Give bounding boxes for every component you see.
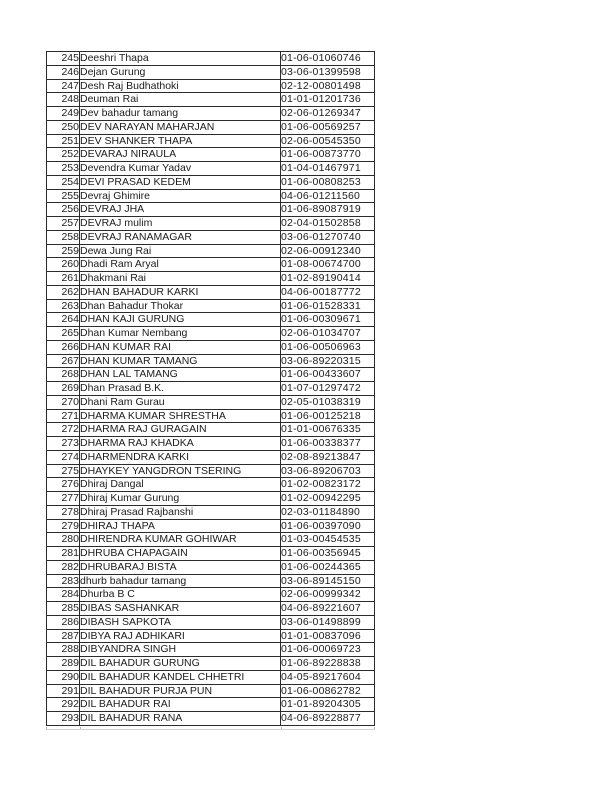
table-row [47, 175, 375, 189]
person-name-cell: DHAN KUMAR TAMANG [80, 354, 281, 368]
person-name-cell: Dewa Jung Rai [80, 244, 281, 258]
person-name-cell: DIL BAHADUR RANA [80, 712, 281, 726]
table-row [47, 285, 375, 299]
serial-number-cell: 281 [47, 547, 80, 561]
table-row [47, 368, 375, 382]
serial-number-cell: 288 [47, 643, 80, 657]
person-name-cell: DHARMA KUMAR SHRESTHA [80, 409, 281, 423]
table-row [47, 643, 375, 657]
serial-number-cell: 291 [47, 684, 80, 698]
serial-number-cell: 282 [47, 560, 80, 574]
table-row [47, 560, 375, 574]
serial-number-cell: 273 [47, 437, 80, 451]
id-number-cell: 01-06-00569257 [281, 120, 375, 134]
id-number-cell: 03-06-01270740 [281, 230, 375, 244]
id-number-cell: 01-06-89087919 [281, 203, 375, 217]
id-number-cell: 01-08-00674700 [281, 258, 375, 272]
table-row [47, 519, 375, 533]
id-number-cell: 01-02-00942295 [281, 492, 375, 506]
person-name-cell: DHARMA RAJ GURAGAIN [80, 423, 281, 437]
id-number-cell: 01-06-00506963 [281, 340, 375, 354]
id-number-cell: 01-06-00069723 [281, 643, 375, 657]
person-name-cell: DIL BAHADUR RAI [80, 698, 281, 712]
serial-number-cell: 268 [47, 368, 80, 382]
serial-number-cell: 255 [47, 189, 80, 203]
table-row [47, 505, 375, 519]
id-number-cell: 01-01-00837096 [281, 629, 375, 643]
table-row [47, 79, 375, 93]
serial-number-cell: 249 [47, 107, 80, 121]
serial-number-cell: 286 [47, 615, 80, 629]
serial-number-cell: 252 [47, 148, 80, 162]
person-name-cell: DHRUBA CHAPAGAIN [80, 547, 281, 561]
serial-number-cell: 257 [47, 217, 80, 231]
person-name-cell: Dhakmani Rai [80, 272, 281, 286]
table-row [47, 684, 375, 698]
table-row [47, 107, 375, 121]
serial-number-cell: 293 [47, 712, 80, 726]
table-row [47, 478, 375, 492]
serial-number-cell: 276 [47, 478, 80, 492]
serial-number-cell: 247 [47, 79, 80, 93]
person-name-cell: DHIRENDRA KUMAR GOHIWAR [80, 533, 281, 547]
person-name-cell: DEVI PRASAD KEDEM [80, 175, 281, 189]
person-name-cell: DIBYA RAJ ADHIKARI [80, 629, 281, 643]
person-name-cell: DEVARAJ NIRAULA [80, 148, 281, 162]
person-name-cell: Dev bahadur tamang [80, 107, 281, 121]
table-row [47, 327, 375, 341]
person-name-cell: Dhan Prasad B.K. [80, 382, 281, 396]
serial-number-cell: 259 [47, 244, 80, 258]
table-row [47, 629, 375, 643]
table-row [47, 340, 375, 354]
cut-off-column-divider [281, 727, 282, 729]
serial-number-cell: 251 [47, 134, 80, 148]
table-row [47, 602, 375, 616]
table-row [47, 574, 375, 588]
serial-number-cell: 250 [47, 120, 80, 134]
serial-number-cell: 264 [47, 313, 80, 327]
table-row [47, 712, 375, 726]
serial-number-cell: 266 [47, 340, 80, 354]
serial-number-cell: 254 [47, 175, 80, 189]
id-number-cell: 01-02-89190414 [281, 272, 375, 286]
table-row [47, 189, 375, 203]
table-row [47, 588, 375, 602]
table-row [47, 299, 375, 313]
person-name-cell: DIL BAHADUR PURJA PUN [80, 684, 281, 698]
id-number-cell: 04-06-00187772 [281, 285, 375, 299]
serial-number-cell: 248 [47, 93, 80, 107]
table-row [47, 382, 375, 396]
id-number-cell: 01-01-89204305 [281, 698, 375, 712]
id-number-cell: 02-08-89213847 [281, 450, 375, 464]
id-number-cell: 02-12-00801498 [281, 79, 375, 93]
person-name-cell: Devendra Kumar Yadav [80, 162, 281, 176]
table-row [47, 65, 375, 79]
serial-number-cell: 246 [47, 65, 80, 79]
id-number-cell: 01-01-00676335 [281, 423, 375, 437]
person-name-cell: Devraj Ghimire [80, 189, 281, 203]
person-name-cell: DHRUBARAJ BISTA [80, 560, 281, 574]
person-name-cell: DEVRAJ RANAMAGAR [80, 230, 281, 244]
person-name-cell: Dhani Ram Gurau [80, 395, 281, 409]
table-row [47, 615, 375, 629]
id-number-cell: 02-04-01502858 [281, 217, 375, 231]
id-number-cell: 01-06-00125218 [281, 409, 375, 423]
id-number-cell: 02-06-00999342 [281, 588, 375, 602]
serial-number-cell: 253 [47, 162, 80, 176]
id-number-cell: 01-06-00338377 [281, 437, 375, 451]
person-name-cell: Dhiraj Prasad Rajbanshi [80, 505, 281, 519]
table-row [47, 670, 375, 684]
table-row [47, 93, 375, 107]
cut-off-column-divider [80, 727, 81, 729]
serial-number-cell: 290 [47, 670, 80, 684]
table-row [47, 272, 375, 286]
person-name-cell: DEVRAJ mulim [80, 217, 281, 231]
table-row [47, 657, 375, 671]
id-number-cell: 04-06-01211560 [281, 189, 375, 203]
table-row [47, 313, 375, 327]
id-number-cell: 04-06-89221607 [281, 602, 375, 616]
serial-number-cell: 287 [47, 629, 80, 643]
person-name-cell: Dhiraj Kumar Gurung [80, 492, 281, 506]
id-number-cell: 02-06-00545350 [281, 134, 375, 148]
id-number-cell: 01-04-01467971 [281, 162, 375, 176]
serial-number-cell: 269 [47, 382, 80, 396]
id-number-cell: 03-06-01498899 [281, 615, 375, 629]
person-name-cell: DIBYANDRA SINGH [80, 643, 281, 657]
serial-number-cell: 270 [47, 395, 80, 409]
serial-number-cell: 263 [47, 299, 80, 313]
id-number-cell: 03-06-89145150 [281, 574, 375, 588]
person-name-cell: DEVRAJ JHA [80, 203, 281, 217]
id-number-cell: 04-05-89217604 [281, 670, 375, 684]
person-name-cell: DHAN KUMAR RAI [80, 340, 281, 354]
serial-number-cell: 265 [47, 327, 80, 341]
person-name-cell: Dhadi Ram Aryal [80, 258, 281, 272]
table-row [47, 258, 375, 272]
id-number-cell: 01-06-00873770 [281, 148, 375, 162]
serial-number-cell: 258 [47, 230, 80, 244]
table-row [47, 217, 375, 231]
id-number-cell: 01-01-01201736 [281, 93, 375, 107]
person-name-cell: DHAN KAJI GURUNG [80, 313, 281, 327]
table-row [47, 162, 375, 176]
person-name-cell: DEV SHANKER THAPA [80, 134, 281, 148]
id-number-cell: 03-06-89206703 [281, 464, 375, 478]
table-row [47, 437, 375, 451]
id-number-cell: 01-07-01297472 [281, 382, 375, 396]
serial-number-cell: 292 [47, 698, 80, 712]
serial-number-cell: 245 [47, 52, 80, 66]
table-row [47, 244, 375, 258]
person-name-cell: DIBASH SAPKOTA [80, 615, 281, 629]
serial-number-cell: 261 [47, 272, 80, 286]
person-name-cell: dhurb bahadur tamang [80, 574, 281, 588]
table-row [47, 354, 375, 368]
table-row [47, 423, 375, 437]
table-row [47, 409, 375, 423]
id-number-cell: 02-06-01034707 [281, 327, 375, 341]
id-number-cell: 03-06-89220315 [281, 354, 375, 368]
person-name-cell: Dhan Bahadur Thokar [80, 299, 281, 313]
person-name-cell: DIBAS SASHANKAR [80, 602, 281, 616]
table-row [47, 698, 375, 712]
serial-number-cell: 256 [47, 203, 80, 217]
table-row [47, 547, 375, 561]
name-register-table [46, 51, 375, 726]
id-number-cell: 01-06-01060746 [281, 52, 375, 66]
serial-number-cell: 280 [47, 533, 80, 547]
id-number-cell: 01-06-00309671 [281, 313, 375, 327]
id-number-cell: 02-06-00912340 [281, 244, 375, 258]
id-number-cell: 01-06-00808253 [281, 175, 375, 189]
table-row [47, 120, 375, 134]
person-name-cell: DHAN BAHADUR KARKI [80, 285, 281, 299]
person-name-cell: DHAN LAL TAMANG [80, 368, 281, 382]
id-number-cell: 02-05-01038319 [281, 395, 375, 409]
serial-number-cell: 267 [47, 354, 80, 368]
person-name-cell: Deeshri Thapa [80, 52, 281, 66]
serial-number-cell: 284 [47, 588, 80, 602]
person-name-cell: Dhiraj Dangal [80, 478, 281, 492]
serial-number-cell: 277 [47, 492, 80, 506]
table-row [47, 148, 375, 162]
id-number-cell: 02-03-01184890 [281, 505, 375, 519]
table-row [47, 134, 375, 148]
serial-number-cell: 271 [47, 409, 80, 423]
person-name-cell: DHARMA RAJ KHADKA [80, 437, 281, 451]
serial-number-cell: 272 [47, 423, 80, 437]
table-row [47, 230, 375, 244]
serial-number-cell: 275 [47, 464, 80, 478]
person-name-cell: DEV NARAYAN MAHARJAN [80, 120, 281, 134]
person-name-cell: Dhurba B C [80, 588, 281, 602]
person-name-cell: DIL BAHADUR GURUNG [80, 657, 281, 671]
id-number-cell: 01-06-00244365 [281, 560, 375, 574]
table-row [47, 52, 375, 66]
id-number-cell: 01-06-00397090 [281, 519, 375, 533]
id-number-cell: 01-03-00454535 [281, 533, 375, 547]
id-number-cell: 03-06-01399598 [281, 65, 375, 79]
person-name-cell: Deuman Rai [80, 93, 281, 107]
serial-number-cell: 274 [47, 450, 80, 464]
id-number-cell: 01-06-01528331 [281, 299, 375, 313]
person-name-cell: DHAYKEY YANGDRON TSERING [80, 464, 281, 478]
id-number-cell: 01-06-89228838 [281, 657, 375, 671]
table-body [47, 52, 375, 726]
person-name-cell: Dejan Gurung [80, 65, 281, 79]
id-number-cell: 01-06-00433607 [281, 368, 375, 382]
serial-number-cell: 283 [47, 574, 80, 588]
id-number-cell: 01-06-00356945 [281, 547, 375, 561]
table-row [47, 464, 375, 478]
serial-number-cell: 289 [47, 657, 80, 671]
id-number-cell: 04-06-89228877 [281, 712, 375, 726]
table-row [47, 203, 375, 217]
serial-number-cell: 285 [47, 602, 80, 616]
table-row [47, 533, 375, 547]
serial-number-cell: 278 [47, 505, 80, 519]
person-name-cell: DHIRAJ THAPA [80, 519, 281, 533]
person-name-cell: DIL BAHADUR KANDEL CHHETRI [80, 670, 281, 684]
person-name-cell: DHARMENDRA KARKI [80, 450, 281, 464]
table-row [47, 395, 375, 409]
table-row [47, 492, 375, 506]
serial-number-cell: 262 [47, 285, 80, 299]
table-row [47, 450, 375, 464]
serial-number-cell: 260 [47, 258, 80, 272]
person-name-cell: Desh Raj Budhathoki [80, 79, 281, 93]
id-number-cell: 02-06-01269347 [281, 107, 375, 121]
id-number-cell: 01-06-00862782 [281, 684, 375, 698]
person-name-cell: Dhan Kumar Nembang [80, 327, 281, 341]
id-number-cell: 01-02-00823172 [281, 478, 375, 492]
serial-number-cell: 279 [47, 519, 80, 533]
cut-off-next-row-fragment [46, 727, 375, 730]
